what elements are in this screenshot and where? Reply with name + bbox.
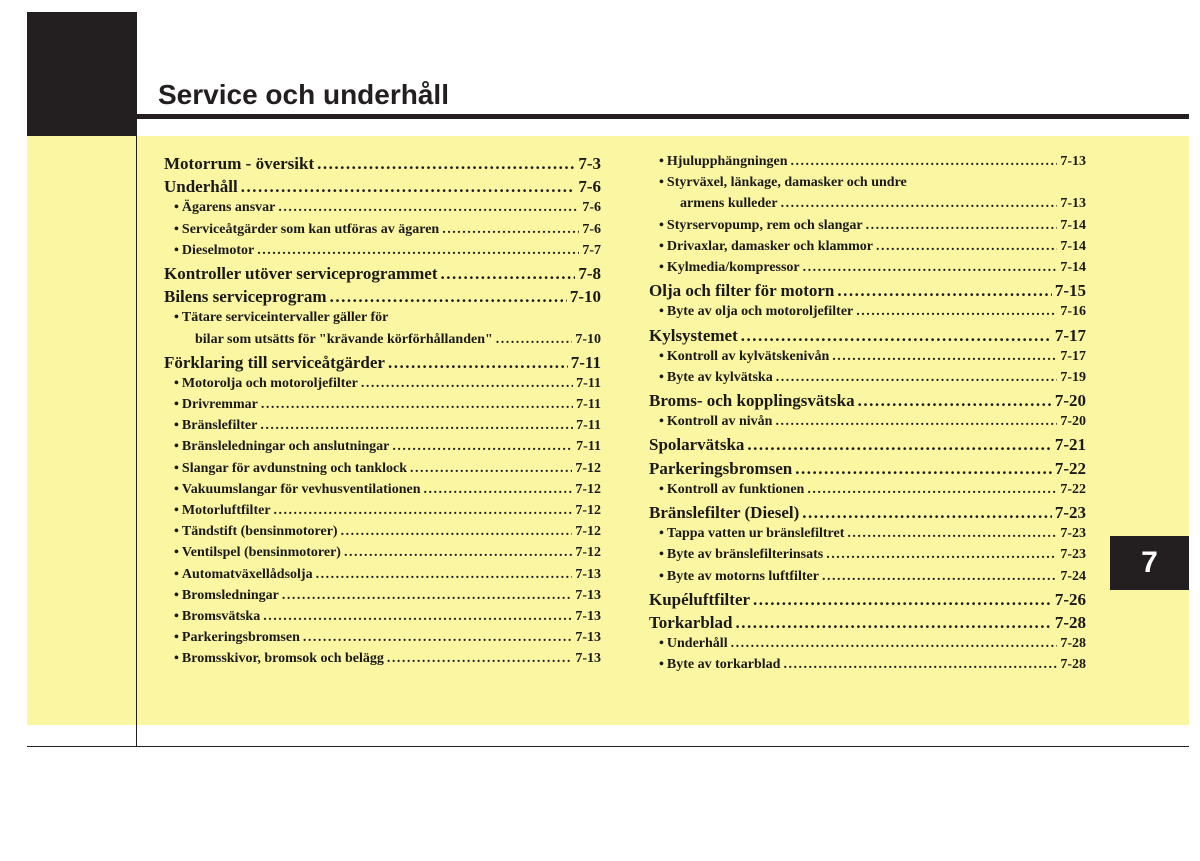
toc-section-entry	[649, 503, 1086, 526]
dot-leader	[442, 222, 579, 238]
dot-leader	[791, 154, 1058, 170]
toc-page-number: 7-11	[576, 418, 601, 434]
bullet-icon: •	[174, 503, 179, 518]
toc-entry-label: Bränsleledningar och anslutningar	[181, 439, 390, 455]
toc-entry-label: Kontroller utöver serviceprogrammet	[164, 263, 438, 283]
bullet-icon: •	[174, 460, 179, 476]
bullet-icon: •	[174, 310, 179, 326]
toc-page-number: 7-28	[1054, 612, 1086, 632]
dot-leader	[261, 397, 573, 413]
toc-page-number: 7-28	[1060, 657, 1086, 673]
dot-leader	[735, 613, 1051, 633]
toc-entry-label: Motorolja och motoroljefilter	[181, 375, 358, 391]
bullet-icon: •	[174, 630, 179, 646]
toc-page-number: 7-19	[1060, 369, 1086, 385]
toc-entry-label: Serviceåtgärder som kan utföras av ägaren	[181, 221, 440, 237]
bullet-icon: •	[659, 154, 664, 169]
toc-entry-label: Bränslefilter (Diesel)	[649, 503, 800, 522]
toc-page-number: 7-10	[569, 287, 601, 307]
toc-page-number: 7-10	[575, 331, 601, 347]
toc-entry-label: Dieselmotor	[181, 242, 255, 258]
toc-page-number: 7-22	[1060, 481, 1086, 497]
toc-page-number: 7-14	[1060, 259, 1086, 275]
toc-subentry	[649, 636, 1086, 657]
toc-subentry	[164, 588, 601, 609]
toc-section-entry	[649, 326, 1086, 349]
bullet-icon: •	[659, 259, 664, 275]
bullet-icon: •	[659, 217, 664, 233]
toc-entry-label: armens kulleder	[680, 196, 778, 212]
toc-page-number: 7-8	[578, 263, 601, 283]
toc-page-number: 7-14	[1060, 238, 1086, 254]
toc-subentry	[164, 630, 601, 651]
dot-leader	[832, 349, 1057, 365]
toc-entry-label: Olja och filter för motorn	[649, 281, 835, 301]
toc-page-number: 7-12	[575, 460, 601, 476]
toc-section-entry	[164, 154, 601, 177]
toc-entry-label: Bromsledningar	[181, 587, 279, 603]
toc-subentry	[649, 218, 1086, 239]
toc-entry-label: Ägarens ansvar	[181, 200, 276, 216]
toc-subentry	[164, 482, 601, 503]
dot-leader	[866, 218, 1058, 234]
dot-leader	[260, 418, 573, 434]
toc-subentry	[164, 524, 601, 545]
dot-leader	[858, 391, 1052, 411]
dot-leader	[781, 196, 1058, 212]
toc-page-number: 7-20	[1060, 414, 1086, 430]
toc-page-number: 7-17	[1054, 325, 1086, 345]
dot-leader	[388, 353, 568, 373]
toc-page-number: 7-11	[576, 375, 601, 391]
toc-page-number: 7-12	[575, 481, 601, 497]
toc-entry-label: Parkeringsbromsen	[649, 458, 793, 478]
toc-page-number: 7-13	[1060, 154, 1086, 169]
toc-page-number: 7-11	[576, 397, 601, 413]
toc-subentry	[649, 569, 1086, 590]
dot-leader	[776, 370, 1058, 386]
toc-page-number: 7-11	[576, 439, 601, 455]
toc-section-entry	[164, 287, 601, 310]
toc-entry-label: Tändstift (bensinmotorer)	[181, 524, 338, 540]
toc-section-entry	[649, 613, 1086, 636]
toc-entry-label: Styrväxel, länkage, damasker och undre	[666, 175, 907, 191]
toc-subentry	[164, 545, 601, 566]
dot-leader	[341, 524, 573, 540]
chapter-number: 7	[1141, 546, 1158, 579]
toc-subentry	[649, 349, 1086, 370]
toc-subentry	[164, 503, 601, 524]
toc-subentry	[649, 154, 1086, 175]
bullet-icon: •	[174, 242, 179, 258]
toc-page-number: 7-16	[1060, 304, 1086, 320]
toc-section-entry	[164, 177, 601, 200]
toc-page-number: 7-13	[575, 566, 601, 582]
toc-section-entry	[164, 353, 601, 376]
dot-leader	[807, 482, 1057, 498]
toc-entry-label: Tappa vatten ur bränslefiltret	[666, 526, 845, 542]
dot-leader	[423, 482, 572, 498]
toc-entry-label: Slangar för avdunstning och tanklock	[181, 460, 408, 476]
toc-entry-label: Kontroll av funktionen	[666, 481, 805, 497]
toc-page-number: 7-13	[575, 608, 601, 624]
toc-subentry	[649, 175, 1086, 196]
dot-leader	[753, 590, 1052, 610]
toc-subentry	[649, 239, 1086, 260]
toc-entry-label: Kylmedia/kompressor	[666, 259, 800, 275]
bullet-icon: •	[659, 547, 664, 563]
dot-leader	[317, 154, 575, 174]
toc-entry-label: Bränslefilter	[181, 418, 258, 434]
toc-entry-label: Byte av bränslefilterinsats	[666, 547, 824, 563]
toc-entry-label: Broms- och kopplingsvätska	[649, 391, 855, 411]
bullet-icon: •	[659, 369, 664, 385]
toc-entry-label: Kylsystemet	[649, 325, 738, 345]
bullet-icon: •	[174, 651, 179, 667]
dot-leader	[441, 264, 576, 284]
toc-subentry	[649, 547, 1086, 568]
toc-entry-label: Tätare serviceintervaller gäller för	[181, 310, 389, 326]
toc-entry-label: Underhåll	[164, 177, 238, 197]
toc-entry-label: Bromsvätska	[181, 608, 261, 624]
toc-page-number: 7-6	[582, 200, 601, 216]
toc-page-number: 7-15	[1054, 281, 1086, 301]
bullet-icon: •	[174, 221, 179, 237]
toc-section-entry	[649, 391, 1086, 414]
toc-subentry	[164, 310, 601, 331]
dot-leader	[747, 435, 1051, 455]
bullet-icon: •	[174, 608, 179, 624]
toc-page-number: 7-23	[1060, 526, 1086, 542]
toc-entry-label: Kontroll av kylvätskenivån	[666, 348, 830, 364]
toc-entry-label: Hjulupphängningen	[666, 154, 788, 169]
toc-subentry	[649, 370, 1086, 391]
bullet-icon: •	[659, 568, 664, 584]
page-title: Service och underhåll	[158, 79, 449, 110]
bullet-icon: •	[659, 304, 664, 320]
bullet-icon: •	[174, 375, 179, 391]
bullet-icon: •	[659, 636, 664, 652]
toc-section-entry	[649, 459, 1086, 482]
toc-subentry	[164, 397, 601, 418]
toc-entry-label: Drivremmar	[181, 397, 258, 413]
toc-page-number: 7-6	[582, 221, 601, 237]
toc-subentry	[164, 609, 601, 630]
toc-entry-label: Motorluftfilter	[181, 503, 271, 518]
dot-leader	[361, 376, 573, 392]
toc-subentry	[164, 439, 601, 460]
bullet-icon: •	[174, 200, 179, 216]
toc-entry-label: Parkeringsbromsen	[181, 630, 300, 646]
toc-subentry	[164, 567, 601, 588]
toc-subentry	[649, 482, 1086, 503]
bullet-icon: •	[174, 397, 179, 413]
header-black-block	[27, 12, 137, 136]
toc-page-number: 7-12	[575, 503, 601, 518]
dot-leader	[731, 636, 1058, 652]
toc-page-number: 7-12	[575, 524, 601, 540]
dot-leader	[241, 177, 576, 197]
toc-page-number: 7-7	[582, 242, 601, 258]
dot-leader	[410, 461, 572, 477]
toc-entry-label: Vakuumslangar för vevhusventilationen	[181, 481, 421, 497]
toc-subentry	[164, 651, 601, 672]
dot-leader	[847, 526, 1057, 542]
toc-entry-label: Byte av torkarblad	[666, 657, 781, 673]
toc-entry-label: Byte av olja och motoroljefilter	[666, 304, 854, 320]
bullet-icon: •	[174, 587, 179, 603]
dot-leader	[775, 414, 1057, 430]
toc-page-number: 7-28	[1060, 636, 1086, 652]
toc-entry-label: Styrservopump, rem och slangar	[666, 217, 863, 233]
dot-leader	[496, 332, 573, 348]
toc-right-column	[649, 154, 1086, 679]
toc-subentry	[164, 332, 601, 353]
toc-subentry	[649, 260, 1086, 281]
toc-page-number: 7-11	[570, 352, 601, 372]
toc-page-number: 7-23	[1060, 547, 1086, 563]
bullet-icon: •	[659, 526, 664, 542]
toc-entry-label: Underhåll	[666, 636, 728, 652]
toc-entry-label: Motorrum - översikt	[164, 154, 315, 173]
toc-left-column	[164, 154, 601, 673]
toc-subentry	[649, 526, 1086, 547]
toc-page-number: 7-13	[575, 651, 601, 667]
dot-leader	[316, 567, 573, 583]
bottom-rule	[27, 746, 1189, 747]
dot-leader	[330, 287, 567, 307]
dot-leader	[741, 326, 1052, 346]
toc-page-number: 7-13	[1060, 196, 1086, 212]
dot-leader	[826, 547, 1057, 563]
dot-leader	[803, 260, 1058, 276]
title-underline-rule	[137, 114, 1189, 119]
dot-leader	[856, 304, 1057, 320]
dot-leader	[263, 609, 572, 625]
dot-leader	[303, 630, 572, 646]
toc-subentry	[164, 243, 601, 264]
dot-leader	[344, 545, 572, 561]
toc-entry-label: Byte av motorns luftfilter	[666, 568, 819, 584]
toc-subentry	[164, 461, 601, 482]
toc-entry-label: Förklaring till serviceåtgärder	[164, 352, 385, 372]
toc-entry-label: Ventilspel (bensinmotorer)	[181, 545, 341, 561]
dot-leader	[876, 239, 1057, 255]
toc-page-number: 7-17	[1060, 348, 1086, 364]
toc-subentry	[649, 414, 1086, 435]
bullet-icon: •	[659, 175, 664, 191]
toc-entry-label: Bilens serviceprogram	[164, 287, 327, 307]
bullet-icon: •	[174, 524, 179, 540]
toc-page-number: 7-21	[1054, 435, 1086, 455]
bullet-icon: •	[174, 418, 179, 434]
toc-subentry	[164, 222, 601, 243]
bullet-icon: •	[659, 657, 664, 673]
toc-page-number: 7-22	[1054, 458, 1086, 478]
toc-entry-label: Automatväxellådsolja	[181, 566, 313, 582]
dot-leader	[837, 281, 1051, 301]
left-margin-line	[136, 12, 137, 747]
toc-page-number: 7-14	[1060, 217, 1086, 233]
chapter-tab	[1110, 536, 1189, 590]
toc-entry-label: bilar som utsätts för "krävande körförhållanden"	[195, 331, 493, 347]
toc-subentry	[164, 418, 601, 439]
dot-leader	[783, 657, 1057, 673]
toc-page-number: 7-20	[1054, 391, 1086, 411]
toc-section-entry	[649, 435, 1086, 458]
dot-leader	[257, 243, 579, 259]
dot-leader	[278, 200, 579, 216]
dot-leader	[282, 588, 572, 604]
toc-page-number: 7-24	[1060, 568, 1086, 584]
bullet-icon: •	[174, 439, 179, 455]
toc-subentry	[649, 304, 1086, 325]
dot-leader	[822, 569, 1057, 585]
toc-page-number: 7-3	[578, 154, 601, 173]
toc-subentry	[649, 196, 1086, 217]
toc-section-entry	[649, 590, 1086, 613]
toc-entry-label: Drivaxlar, damasker och klammor	[666, 238, 874, 254]
dot-leader	[802, 503, 1052, 523]
bullet-icon: •	[659, 414, 664, 430]
toc-entry-label: Byte av kylvätska	[666, 369, 773, 385]
toc-entry-label: Torkarblad	[649, 612, 733, 632]
toc-page-number: 7-26	[1054, 589, 1086, 609]
toc-subentry	[164, 200, 601, 221]
toc-entry-label: Bromsskivor, bromsok och belägg	[181, 651, 384, 667]
toc-entry-label: Spolarvätska	[649, 435, 745, 455]
bullet-icon: •	[174, 481, 179, 497]
toc-entry-label: Kontroll av nivån	[666, 414, 773, 430]
bullet-icon: •	[174, 566, 179, 582]
toc-page-number: 7-12	[575, 545, 601, 561]
dot-leader	[795, 459, 1052, 479]
toc-subentry	[164, 376, 601, 397]
dot-leader	[274, 503, 573, 519]
toc-entry-label: Kupéluftfilter	[649, 589, 751, 609]
toc-section-entry	[164, 264, 601, 287]
bullet-icon: •	[659, 348, 664, 364]
bullet-icon: •	[659, 238, 664, 254]
toc-subentry	[649, 657, 1086, 678]
toc-page-number: 7-13	[575, 587, 601, 603]
bullet-icon: •	[659, 481, 664, 497]
toc-page-number: 7-23	[1054, 503, 1086, 522]
toc-page-number: 7-13	[575, 630, 601, 646]
dot-leader	[387, 651, 572, 667]
bullet-icon: •	[174, 545, 179, 561]
dot-leader	[392, 439, 573, 455]
toc-section-entry	[649, 281, 1086, 304]
toc-page-number: 7-6	[578, 177, 601, 197]
